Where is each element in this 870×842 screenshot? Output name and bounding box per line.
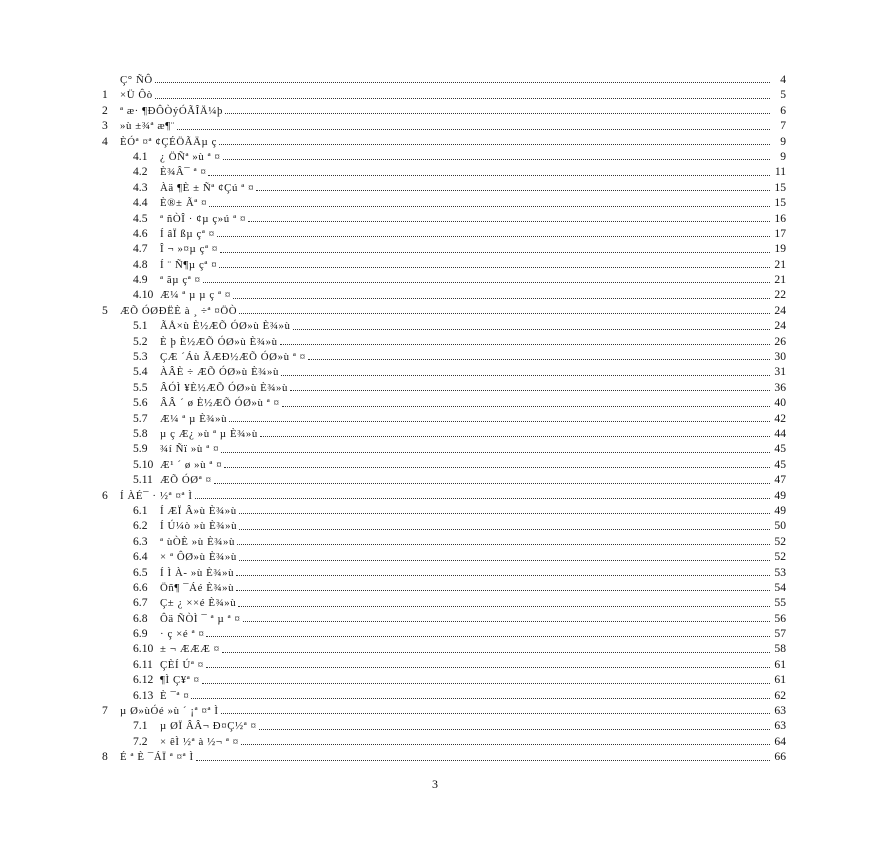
toc-entry[interactable]	[102, 257, 786, 272]
toc-entry[interactable]	[102, 549, 786, 564]
toc-entry-number: 6.6	[133, 580, 148, 594]
toc-entry[interactable]	[102, 657, 786, 672]
toc-entry-title: Æ¹ ´ ø »ù ª ¤	[160, 458, 223, 471]
toc-dot-leader	[256, 189, 770, 191]
toc-entry[interactable]	[102, 272, 786, 287]
toc-entry-page: 50	[774, 519, 786, 533]
toc-dot-leader	[214, 482, 770, 484]
toc-entry-number: 6.11	[133, 657, 153, 671]
toc-entry-number: 2	[102, 103, 108, 117]
toc-entry[interactable]	[102, 318, 786, 333]
toc-entry-number: 4.9	[133, 273, 148, 287]
toc-entry[interactable]	[102, 149, 786, 164]
toc-entry-page: 36	[774, 380, 786, 394]
toc-dot-leader	[219, 143, 770, 145]
toc-dot-leader	[217, 235, 770, 237]
toc-entry-number: 7.2	[133, 734, 148, 748]
toc-entry-number: 4.7	[133, 242, 148, 256]
toc-dot-leader	[282, 405, 770, 407]
toc-entry-number: 6.5	[133, 565, 148, 579]
toc-dot-leader	[239, 559, 770, 561]
toc-entry-number: 5.1	[133, 319, 148, 333]
toc-entry-number: 6.2	[133, 519, 148, 533]
toc-entry-page: 4	[780, 73, 786, 86]
toc-entry-number: 4.4	[133, 196, 148, 210]
toc-dot-leader	[243, 620, 770, 622]
toc-entry-number: 4	[102, 134, 108, 148]
toc-entry[interactable]	[102, 118, 786, 133]
toc-dot-leader	[206, 635, 770, 637]
toc-entry[interactable]	[102, 518, 786, 533]
toc-entry-number: 4.8	[133, 257, 148, 271]
toc-entry-title: ª ãµ çª ¤	[160, 274, 201, 287]
toc-entry-page: 54	[774, 580, 786, 594]
toc-entry-title: È¾Â¯ ª ¤	[160, 166, 207, 179]
toc-entry-title: Ôä ÑÒÌ ¯ ª µ ª ¤	[160, 612, 241, 625]
toc-entry-title: »ù ±¾ª æ¶¨	[120, 120, 175, 133]
toc-entry[interactable]	[102, 180, 786, 195]
toc-entry-page: 61	[774, 673, 786, 687]
toc-entry-page: 66	[774, 750, 786, 764]
toc-entry-page: 9	[780, 134, 786, 148]
toc-entry-number: 4.3	[133, 180, 148, 194]
toc-entry-title: Ç° ÑÔ	[120, 74, 153, 86]
toc-dot-leader	[237, 543, 770, 545]
toc-entry-number: 5.9	[133, 442, 148, 456]
toc-entry-title: µ Ø»ùÓé »ù ´ ¡ª ¤ª Ì	[120, 705, 219, 718]
toc-entry-number: 5	[102, 303, 108, 317]
toc-dot-leader	[239, 528, 770, 530]
toc-entry-title: ± ¬ ÆÆÆ ¤	[160, 643, 220, 656]
toc-entry[interactable]	[102, 441, 786, 456]
toc-entry-page: 52	[774, 534, 786, 548]
toc-entry-title: ¾í Ñï »ù ª ¤	[160, 443, 220, 456]
toc-entry-title: × ª ÔØ»ù È¾»ù	[160, 551, 237, 564]
toc-dot-leader	[259, 728, 770, 730]
toc-entry-number: 4.5	[133, 211, 148, 225]
toc-dot-leader	[206, 666, 770, 668]
toc-entry[interactable]	[102, 688, 786, 703]
toc-dot-leader	[229, 420, 770, 422]
toc-entry-title: ÀÂÈ ÷ ÆÕ ÓØ»ù È¾»ù	[160, 366, 279, 379]
toc-entry-page: 62	[774, 688, 786, 702]
toc-entry[interactable]	[102, 364, 786, 379]
toc-dot-leader	[236, 574, 770, 576]
toc-dot-leader	[209, 205, 770, 207]
toc-dot-leader	[220, 251, 770, 253]
toc-dot-leader	[208, 174, 770, 176]
toc-entry[interactable]	[102, 241, 786, 256]
toc-entry[interactable]	[102, 734, 786, 749]
toc-entry-title: ÆÕ ÓØÐËÈ à ¸ ÷ª ¤ÖÒ	[120, 304, 238, 317]
toc-dot-leader	[191, 697, 770, 699]
toc-entry[interactable]	[102, 488, 786, 503]
toc-entry-title: ÇÆ ´Áù ÃÆÐ½ÆÕ ÓØ»ù ª ¤	[160, 351, 306, 364]
toc-entry-title: ÂÓÌ ¥È½ÆÕ ÓØ»ù È¾»ù	[160, 381, 289, 394]
toc-entry-number: 7	[102, 704, 108, 718]
toc-entry-title: Í Ì À- »ù È¾»ù	[160, 566, 235, 579]
toc-entry-title: Í ÆÏ Â»ù È¾»ù	[160, 504, 237, 517]
toc-dot-leader	[219, 266, 770, 268]
toc-entry[interactable]	[102, 287, 786, 302]
toc-entry-title: Î ¬ »¤µ çª ¤	[160, 243, 218, 256]
toc-entry-title: Àä ¶È ± Ñª ¢Çú ª ¤	[160, 181, 255, 194]
toc-entry-title: Í ¨ Ñ¶µ çª ¤	[160, 258, 218, 271]
toc-entry[interactable]	[102, 134, 786, 149]
toc-entry-title: ¶Ì Ç¥ª ¤	[160, 674, 200, 687]
toc-entry-page: 26	[774, 334, 786, 348]
toc-dot-leader	[233, 297, 770, 299]
toc-entry[interactable]	[102, 611, 786, 626]
toc-entry[interactable]	[102, 395, 786, 410]
toc-entry[interactable]	[102, 380, 786, 395]
toc-entry-page: 49	[774, 503, 786, 517]
toc-entry-page: 22	[774, 288, 786, 302]
toc-entry-page: 16	[774, 211, 786, 225]
toc-dot-leader	[290, 389, 770, 391]
toc-entry-page: 24	[774, 319, 786, 333]
toc-entry-page: 45	[774, 457, 786, 471]
toc-entry-number: 4.1	[133, 149, 148, 163]
toc-entry-title: È®± Ãª ¤	[160, 197, 208, 210]
page-number: 3	[432, 777, 438, 791]
toc-entry[interactable]	[102, 718, 786, 733]
toc-dot-leader	[239, 512, 770, 514]
toc-entry-page: 56	[774, 611, 786, 625]
toc-entry-page: 17	[774, 226, 786, 240]
toc-entry-title: ÃÅ×ù È½ÆÕ ÓØ»ù È¾»ù	[160, 320, 291, 333]
toc-entry-page: 7	[780, 119, 786, 133]
toc-entry-page: 19	[774, 242, 786, 256]
toc-dot-leader	[260, 435, 770, 437]
toc-dot-leader	[222, 651, 770, 653]
toc-entry-page: 63	[774, 704, 786, 718]
toc-entry-number: 6.10	[133, 642, 154, 656]
toc-entry-title: Æ¼ ª µ µ ç ª ¤	[160, 289, 231, 302]
toc-dot-leader	[248, 220, 770, 222]
toc-entry[interactable]	[102, 211, 786, 226]
toc-entry[interactable]	[102, 426, 786, 441]
toc-entry-title: × êÌ ½ª à ½¬ ª ¤	[160, 735, 239, 748]
toc-entry-page: 11	[774, 165, 786, 179]
toc-entry-page: 63	[774, 719, 786, 733]
toc-dot-leader	[238, 605, 770, 607]
toc-entry-page: 61	[774, 657, 786, 671]
toc-entry-title: ¿ ÖÑª »ù ª ¤	[160, 150, 221, 163]
toc-entry-page: 55	[774, 596, 786, 610]
toc-dot-leader	[224, 466, 770, 468]
toc-entry-title: · ç ×é ª ¤	[160, 628, 205, 641]
table-of-contents	[102, 72, 786, 765]
toc-entry-number: 5.7	[133, 411, 148, 425]
toc-entry-page: 31	[774, 365, 786, 379]
toc-entry[interactable]	[102, 334, 786, 349]
toc-dot-leader	[241, 743, 770, 745]
toc-entry[interactable]	[102, 626, 786, 641]
toc-entry[interactable]	[102, 580, 786, 595]
toc-entry-number: 5.3	[133, 350, 148, 364]
toc-dot-leader	[221, 451, 770, 453]
toc-entry-page: 49	[774, 488, 786, 502]
toc-dot-leader	[221, 712, 770, 714]
toc-entry[interactable]	[102, 472, 786, 487]
toc-entry-title: É ª È ¯ÁÏ ª ¤ª Ì	[120, 751, 194, 764]
toc-entry[interactable]	[102, 672, 786, 687]
toc-entry[interactable]	[102, 226, 786, 241]
toc-dot-leader	[236, 589, 770, 591]
toc-entry-number: 7.1	[133, 719, 148, 733]
toc-entry[interactable]	[102, 164, 786, 179]
toc-entry[interactable]	[102, 303, 786, 318]
toc-entry-number: 6.13	[133, 688, 154, 702]
toc-dot-leader	[293, 328, 770, 330]
toc-entry-title: È þ È½ÆÕ ÓØ»ù È¾»ù	[160, 335, 278, 348]
toc-entry-title: Í âÏ ßµ çª ¤	[160, 227, 215, 240]
toc-entry-page: 9	[780, 149, 786, 163]
toc-entry-title: È ¯ª ¤	[160, 689, 190, 702]
toc-entry-page: 15	[774, 196, 786, 210]
toc-entry-page: 45	[774, 442, 786, 456]
toc-entry-page: 58	[774, 642, 786, 656]
toc-dot-leader	[280, 343, 770, 345]
toc-entry-number: 6.9	[133, 627, 148, 641]
toc-entry[interactable]	[102, 595, 786, 610]
toc-entry-page: 5	[780, 88, 786, 102]
toc-entry-page: 53	[774, 565, 786, 579]
toc-entry-number: 1	[102, 88, 108, 102]
toc-dot-leader	[225, 112, 770, 114]
toc-entry-number: 4.10	[133, 288, 154, 302]
toc-entry-number: 6.3	[133, 534, 148, 548]
toc-dot-leader	[281, 374, 770, 376]
toc-entry-title: ª ñÒÎ · ¢µ ç»ú ª ¤	[160, 212, 246, 225]
toc-entry[interactable]	[102, 641, 786, 656]
toc-entry-title: ×Ü Ôò	[120, 89, 153, 102]
toc-entry-number: 6.7	[133, 596, 148, 610]
toc-entry-number: 6.1	[133, 503, 148, 517]
toc-entry[interactable]	[102, 703, 786, 718]
toc-entry-number: 6.12	[133, 673, 154, 687]
toc-entry-title: ÆÕ ÓØª ¤	[160, 474, 212, 487]
toc-dot-leader	[203, 281, 770, 283]
toc-entry-number: 6.4	[133, 550, 148, 564]
toc-entry[interactable]	[102, 349, 786, 364]
toc-entry-title: µ ç Æ¿ »ù ª µ È¾»ù	[160, 427, 258, 440]
toc-entry-title: Ç± ¿ ××é È¾»ù	[160, 597, 237, 610]
toc-entry-page: 21	[774, 273, 786, 287]
toc-entry-title: ÈÓª ¤ª ¢ÇÉÖÃÄµ ç	[120, 135, 218, 148]
toc-entry-title: µ ØÏ ÂÂ¬ Ð¤Ç½ª ¤	[160, 720, 257, 733]
toc-entry-title: ª æ· ¶ÐÔÒýÓÃÎÄ¼þ	[120, 104, 223, 117]
toc-entry-page: 57	[774, 627, 786, 641]
toc-entry-title: ÇÈÍ Úª ¤	[160, 658, 204, 671]
toc-entry[interactable]	[102, 565, 786, 580]
toc-dot-leader	[308, 358, 770, 360]
toc-entry-number: 4.6	[133, 226, 148, 240]
toc-entry-page: 6	[780, 103, 786, 117]
toc-entry[interactable]	[102, 87, 786, 102]
toc-entry[interactable]	[102, 749, 786, 764]
toc-entry-page: 42	[774, 411, 786, 425]
toc-entry-number: 6.8	[133, 611, 148, 625]
toc-entry-number: 5.6	[133, 396, 148, 410]
toc-entry-title: Öñ¶ ¯Áé È¾»ù	[160, 581, 235, 594]
toc-entry-title: ª ùÒÈ »ù È¾»ù	[160, 535, 235, 548]
toc-entry-page: 21	[774, 257, 786, 271]
toc-entry-page: 30	[774, 350, 786, 364]
toc-entry-page: 52	[774, 550, 786, 564]
toc-entry-title: Æ¼ ª µ È¾»ù	[160, 412, 228, 425]
toc-dot-leader	[196, 759, 770, 761]
toc-dot-leader	[202, 682, 770, 684]
toc-entry[interactable]	[102, 103, 786, 118]
toc-dot-leader	[223, 158, 770, 160]
toc-entry-number: 5.8	[133, 426, 148, 440]
toc-dot-leader	[239, 312, 770, 314]
toc-entry-page: 44	[774, 426, 786, 440]
toc-entry-page: 47	[774, 473, 786, 487]
toc-dot-leader	[155, 81, 770, 83]
toc-entry-number: 3	[102, 119, 108, 133]
toc-dot-leader	[155, 97, 770, 99]
toc-entry-number: 5.4	[133, 365, 148, 379]
toc-entry-page: 15	[774, 180, 786, 194]
toc-entry[interactable]	[102, 72, 786, 87]
toc-entry-page: 64	[774, 734, 786, 748]
toc-entry-number: 8	[102, 750, 108, 764]
toc-entry[interactable]	[102, 503, 786, 518]
toc-entry-page: 24	[774, 303, 786, 317]
toc-dot-leader	[195, 497, 770, 499]
toc-entry-title: Í Ú¼ò »ù È¾»ù	[160, 520, 238, 533]
toc-entry[interactable]	[102, 195, 786, 210]
toc-entry-title: Í ÀÉ¯ · ½ª ¤ª Ì	[120, 489, 193, 502]
toc-entry-number: 5.11	[133, 473, 153, 487]
toc-entry[interactable]	[102, 411, 786, 426]
toc-dot-leader	[177, 128, 770, 130]
toc-entry-number: 5.5	[133, 380, 148, 394]
toc-entry-number: 4.2	[133, 165, 148, 179]
toc-entry[interactable]	[102, 457, 786, 472]
toc-entry-number: 6	[102, 488, 108, 502]
toc-entry[interactable]	[102, 534, 786, 549]
toc-entry-page: 40	[774, 396, 786, 410]
toc-entry-number: 5.2	[133, 334, 148, 348]
toc-entry-number: 5.10	[133, 457, 154, 471]
toc-entry-title: ÂÂ ´ ø È½ÆÕ ÓØ»ù ª ¤	[160, 397, 280, 410]
